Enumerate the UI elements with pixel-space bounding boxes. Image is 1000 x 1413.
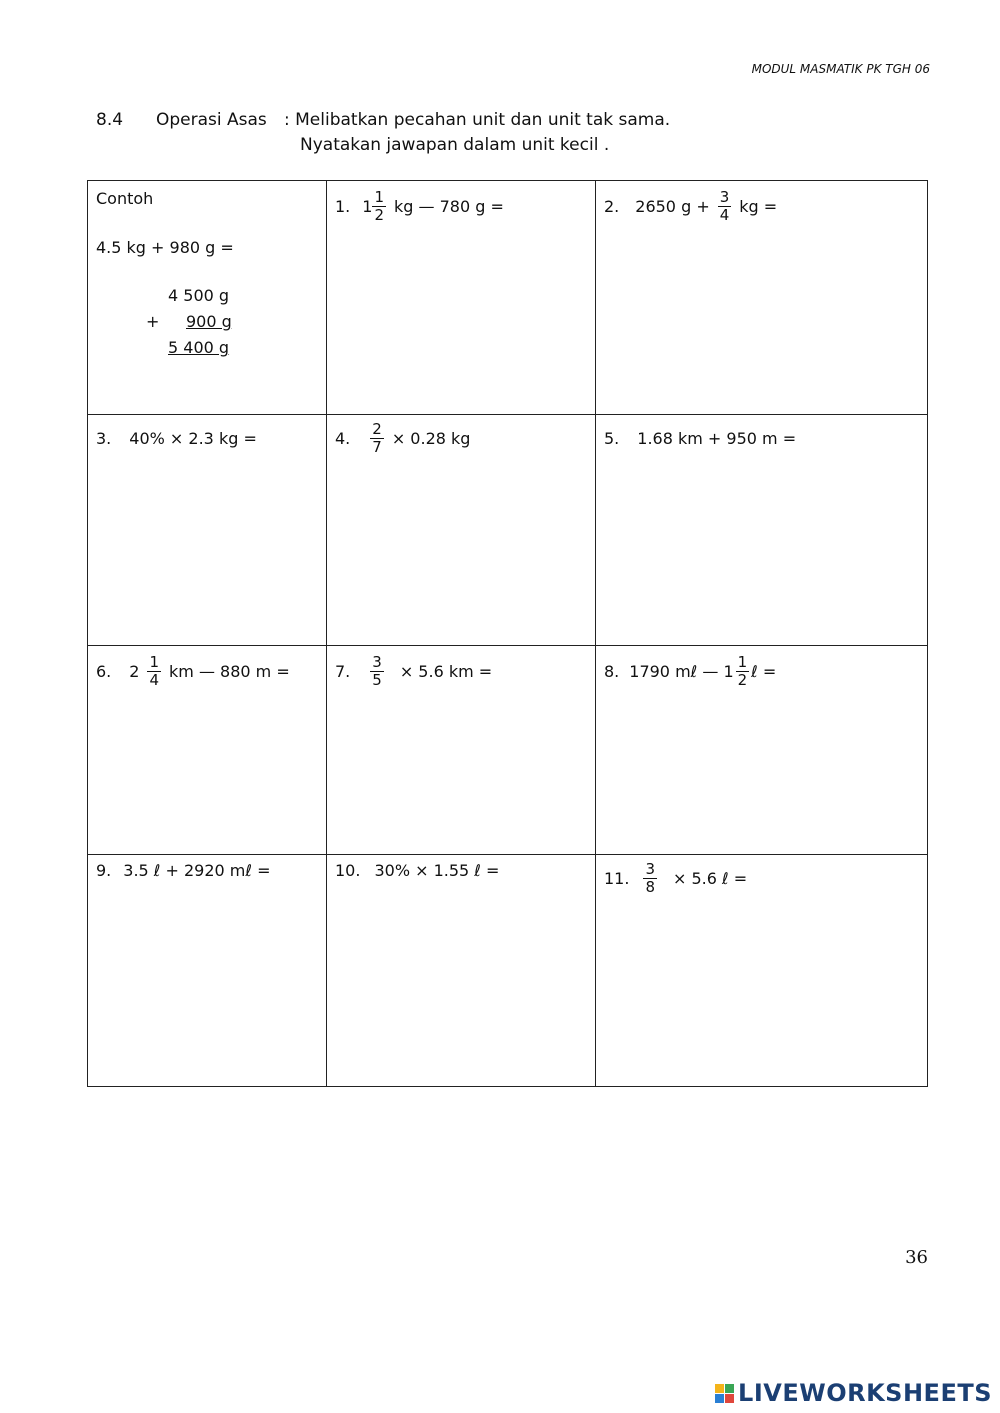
page-number: 36 <box>905 1247 928 1268</box>
denominator: 4 <box>149 671 159 689</box>
question-number: 1. <box>335 197 351 216</box>
example-work-value: 900 g <box>186 312 232 331</box>
numerator: 2 <box>372 420 382 438</box>
grid-row <box>88 646 928 855</box>
question-text: 1.68 km + 950 m = <box>637 429 797 448</box>
example-working <box>146 283 318 361</box>
question-cell-10[interactable] <box>327 855 596 1087</box>
plus-sign: + <box>146 312 160 331</box>
section-description: : Melibatkan pecahan unit dan unit tak sama. <box>284 110 671 130</box>
question-cell-8[interactable] <box>596 646 928 855</box>
fraction <box>643 861 657 896</box>
question-text: × 0.28 kg <box>391 429 471 448</box>
question-9 <box>96 861 270 880</box>
denominator: 4 <box>719 206 730 224</box>
brand-name: LIVEWORKSHEETS <box>738 1379 992 1407</box>
question-11 <box>604 861 747 896</box>
question-number: 2. <box>604 197 620 216</box>
denominator: 5 <box>372 671 382 689</box>
example-question: 4.5 kg + 980 g = <box>96 238 234 257</box>
question-text: 2650 g + <box>635 197 710 216</box>
question-number: 9. <box>96 861 112 880</box>
question-10 <box>335 861 499 880</box>
question-text: × 5.6 ℓ = <box>673 869 748 888</box>
fraction <box>370 421 384 456</box>
grid-row <box>88 181 928 415</box>
question-1 <box>335 189 504 224</box>
denominator: 2 <box>737 671 748 689</box>
whole-number: 1 <box>362 197 373 216</box>
question-text: × 5.6 km = <box>399 662 493 681</box>
question-number: 7. <box>335 662 351 681</box>
denominator: 2 <box>374 206 384 224</box>
question-2 <box>604 189 777 224</box>
question-text: 30% × 1.55 ℓ = <box>374 861 500 880</box>
module-header: MODUL MASMATIK PK TGH 06 <box>751 62 930 76</box>
section-instruction: Nyatakan jawapan dalam unit kecil . <box>300 135 610 155</box>
liveworksheets-brand[interactable] <box>715 1379 992 1407</box>
numerator: 3 <box>372 653 382 671</box>
question-cell-4[interactable] <box>327 415 596 646</box>
question-number: 6. <box>96 662 112 681</box>
question-cell-6[interactable] <box>88 646 327 855</box>
numerator: 1 <box>737 653 748 671</box>
question-number: 8. <box>604 662 620 681</box>
fraction <box>718 189 732 224</box>
example-work-line: 4 500 g <box>168 286 230 305</box>
example-work-result: 5 400 g <box>168 338 230 357</box>
denominator: 7 <box>372 438 382 456</box>
grid-row <box>88 855 928 1087</box>
section-number: 8.4 <box>96 110 124 130</box>
question-number: 3. <box>96 429 112 448</box>
example-work-line <box>146 309 318 335</box>
whole-number: 2 <box>129 662 140 681</box>
question-cell-3[interactable] <box>88 415 327 646</box>
fraction <box>736 654 750 689</box>
question-4 <box>335 421 470 456</box>
question-cell-5[interactable] <box>596 415 928 646</box>
numerator: 3 <box>719 188 730 206</box>
question-7 <box>335 654 492 689</box>
question-number: 4. <box>335 429 351 448</box>
question-cell-7[interactable] <box>327 646 596 855</box>
logo-square <box>715 1394 724 1403</box>
logo-square <box>725 1394 734 1403</box>
question-cell-11[interactable] <box>596 855 928 1087</box>
question-text: kg — 780 g = <box>394 197 504 216</box>
logo-square <box>715 1384 724 1393</box>
question-6 <box>96 654 290 689</box>
exercise-grid <box>87 180 928 1087</box>
numerator: 1 <box>149 653 159 671</box>
question-text: 1790 mℓ — 1 <box>629 662 734 681</box>
question-text: kg = <box>739 197 778 216</box>
question-number: 10. <box>335 861 361 880</box>
question-text: ℓ = <box>751 662 777 681</box>
question-text: 3.5 ℓ + 2920 mℓ = <box>123 861 271 880</box>
question-text: km — 880 m = <box>169 662 290 681</box>
question-cell-9[interactable] <box>88 855 327 1087</box>
logo-square <box>725 1384 734 1393</box>
section-title <box>96 108 670 158</box>
example-cell <box>88 181 327 415</box>
question-cell-1[interactable] <box>327 181 596 415</box>
question-text: 40% × 2.3 kg = <box>129 429 257 448</box>
denominator: 8 <box>645 878 655 896</box>
fraction <box>370 654 384 689</box>
question-number: 5. <box>604 429 620 448</box>
question-number: 11. <box>604 869 630 888</box>
numerator: 1 <box>374 188 384 206</box>
question-3 <box>96 429 257 448</box>
title-line-1 <box>96 108 670 133</box>
question-8 <box>604 654 776 689</box>
section-label: Operasi Asas <box>156 110 267 130</box>
liveworksheets-logo-icon <box>715 1384 734 1403</box>
question-5 <box>604 429 796 448</box>
example-heading: Contoh <box>96 189 154 208</box>
grid-row <box>88 415 928 646</box>
fraction <box>372 189 386 224</box>
question-cell-2[interactable] <box>596 181 928 415</box>
numerator: 3 <box>645 860 655 878</box>
fraction <box>147 654 161 689</box>
